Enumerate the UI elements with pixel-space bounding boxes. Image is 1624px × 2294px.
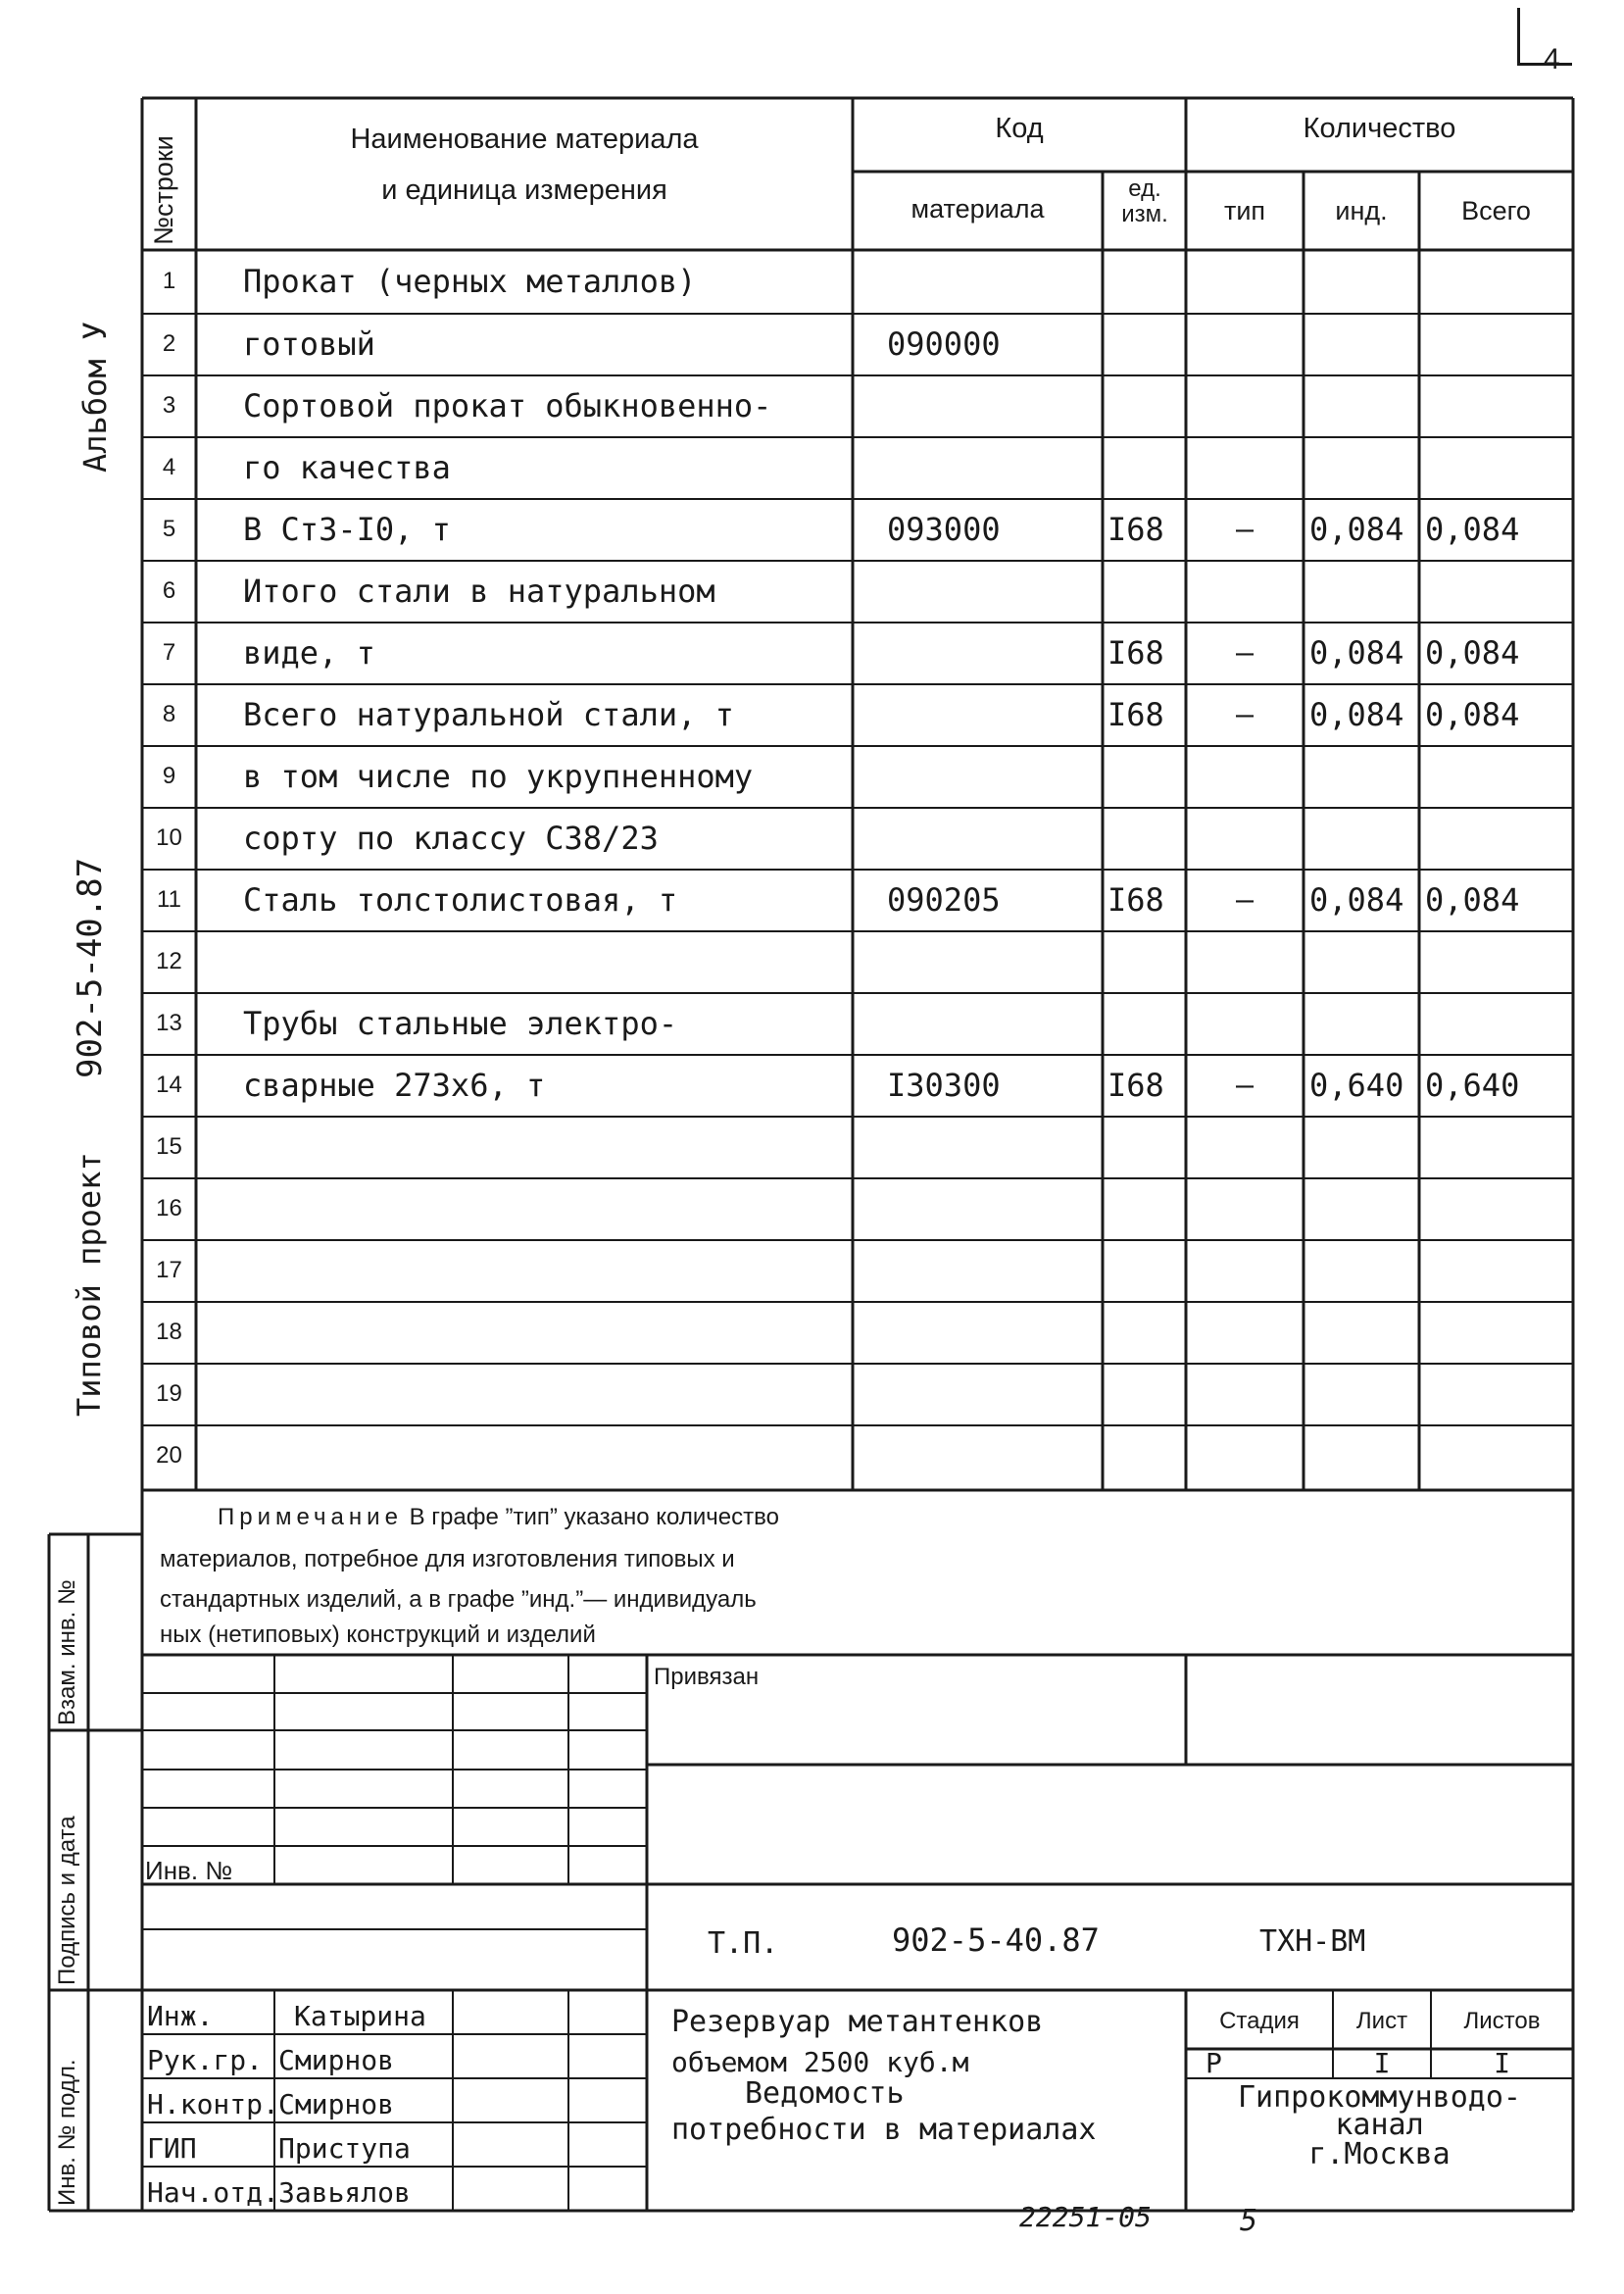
material-name: Сталь толстолистовая, т: [243, 881, 678, 920]
quantity-header: Количество: [1303, 113, 1456, 144]
title-line3: Ведомость: [745, 2076, 905, 2111]
note-title: Примечание: [218, 1504, 403, 1530]
type-value: –: [1235, 882, 1255, 918]
ind-header: инд.: [1335, 196, 1388, 225]
signature-date-label: Подпись и дата: [54, 1816, 80, 1985]
row-number: 8: [162, 701, 176, 728]
row-number: 18: [156, 1319, 182, 1346]
material-name: Прокат (черных металлов): [243, 263, 697, 301]
row-number: 15: [156, 1133, 182, 1161]
total-value: 0,084: [1425, 634, 1520, 673]
material-name: в том числе по укрупненному: [243, 758, 754, 796]
unit-code: I68: [1107, 634, 1164, 673]
row-number: 16: [156, 1195, 182, 1222]
material-name: Всего натуральной стали, т: [243, 696, 734, 734]
sheets-value: I: [1494, 2047, 1510, 2079]
stage-value: Р: [1206, 2047, 1222, 2079]
code-header: Код: [995, 113, 1044, 144]
material-name: В Ст3-I0, т: [243, 511, 451, 549]
name-header-line2: и единица измерения: [381, 175, 667, 206]
type-header: тип: [1223, 196, 1266, 225]
unit-code: I68: [1107, 511, 1164, 549]
row-number: 11: [157, 886, 181, 914]
material-name: сорту по классу С38/23: [243, 820, 659, 858]
row-number: 3: [162, 392, 176, 420]
row-number: 1: [162, 268, 176, 295]
title-line1: Резервуар метантенков: [671, 2005, 1044, 2039]
type-value: –: [1235, 512, 1255, 547]
org-line3: г.Москва: [1308, 2137, 1451, 2171]
note-line3: стандартных изделий, а в графе ”инд.”— индивидуаль: [160, 1586, 757, 1613]
total-value: 0,084: [1425, 881, 1520, 920]
footer-page: 5: [1240, 2204, 1258, 2238]
stamp-name: Завьялов: [278, 2176, 411, 2209]
footer-number: 22251-05: [1019, 2201, 1152, 2233]
album-label: Альбом У: [76, 321, 114, 473]
material-code: 093000: [887, 511, 1001, 549]
document-mark: ТХН-ВМ: [1259, 1924, 1366, 1959]
title-line2: объемом 2500 куб.м: [671, 2046, 969, 2078]
material-name: Трубы стальные электро-: [243, 1005, 678, 1043]
unit-code: I68: [1107, 696, 1164, 734]
row-number: 4: [162, 454, 176, 481]
document-code: 902-5-40.87: [892, 1921, 1100, 1959]
type-value: –: [1235, 635, 1255, 671]
material-name: Сортовой прокат обыкновенно-: [243, 387, 772, 425]
stamp-name: Смирнов: [278, 2044, 395, 2076]
project-type-label: Типовой проект: [71, 1152, 108, 1417]
material-name: го качества: [243, 449, 451, 487]
material-name: Итого стали в натуральном: [243, 573, 715, 611]
row-number: 6: [162, 577, 176, 605]
row-number: 19: [156, 1380, 182, 1408]
org-line2: канал: [1335, 2108, 1424, 2142]
stamp-name: Катырина: [294, 2000, 426, 2032]
sheet-value: I: [1373, 2047, 1391, 2079]
stamp-name: Смирнов: [278, 2088, 395, 2120]
note-line2: материалов, потребное для изготовления типовых и: [160, 1546, 735, 1572]
total-header: Всего: [1461, 196, 1531, 225]
row-number: 9: [162, 763, 176, 790]
unit-code: I68: [1107, 881, 1164, 920]
unit-header: ед. изм.: [1121, 175, 1168, 227]
type-value: –: [1235, 1068, 1255, 1103]
row-number: 12: [156, 948, 182, 975]
ind-value: 0,084: [1309, 511, 1404, 549]
total-value: 0,084: [1425, 511, 1520, 549]
sheet-number: 4: [1544, 43, 1560, 75]
ind-value: 0,640: [1309, 1067, 1404, 1105]
ind-value: 0,084: [1309, 881, 1404, 920]
title-line4: потребности в материалах: [671, 2113, 1097, 2147]
stamp-role: Нач.отд.: [147, 2176, 279, 2209]
sheet-label: Лист: [1355, 2008, 1408, 2034]
unit-code: I68: [1107, 1067, 1164, 1105]
row-number: 14: [156, 1072, 182, 1099]
sheets-label: Листов: [1463, 2008, 1541, 2034]
row-number: 17: [156, 1257, 182, 1284]
stamp-role: Рук.гр.: [147, 2044, 264, 2076]
stage-label: Стадия: [1219, 2008, 1300, 2034]
vzam-inv-label: Взам. инв. №: [54, 1579, 80, 1725]
note-line4: ных (нетиповых) конструкций и изделий: [160, 1621, 596, 1648]
material-name: виде, т: [243, 634, 375, 673]
note-line1: В графе ”тип” указано количество: [409, 1504, 779, 1530]
row-number: 20: [156, 1442, 182, 1470]
material-code: I30300: [887, 1067, 1001, 1105]
material-code: 090000: [887, 325, 1001, 364]
inv-podl-label: Инв. № подл.: [54, 2059, 80, 2206]
row-number: 2: [162, 330, 176, 358]
inv-no-label: Инв. №: [145, 1856, 233, 1885]
stamp-name: Приступа: [278, 2132, 411, 2165]
stamp-role: Н.контр.: [147, 2088, 279, 2120]
row-number-header: №строки: [149, 135, 178, 245]
material-code: 090205: [887, 881, 1001, 920]
row-number: 13: [156, 1010, 182, 1037]
ind-value: 0,084: [1309, 696, 1404, 734]
material-name: готовый: [243, 325, 375, 364]
org-line1: Гипрокоммунводо-: [1238, 2080, 1521, 2115]
ind-value: 0,084: [1309, 634, 1404, 673]
type-value: –: [1235, 697, 1255, 732]
project-code-label: 902-5-40.87: [71, 857, 110, 1078]
stamp-role: Инж.: [147, 2000, 214, 2032]
privyazan-label: Привязан: [654, 1664, 760, 1690]
stamp-role: ГИП: [147, 2132, 197, 2165]
row-number: 7: [162, 639, 176, 667]
material-header: материала: [910, 194, 1045, 224]
row-number: 5: [162, 516, 176, 543]
tp-label: Т.П.: [708, 1926, 779, 1961]
name-header-line1: Наименование материала: [350, 124, 699, 155]
total-value: 0,640: [1425, 1067, 1520, 1105]
row-number: 10: [156, 824, 182, 852]
total-value: 0,084: [1425, 696, 1520, 734]
material-name: сварные 273х6, т: [243, 1067, 546, 1105]
